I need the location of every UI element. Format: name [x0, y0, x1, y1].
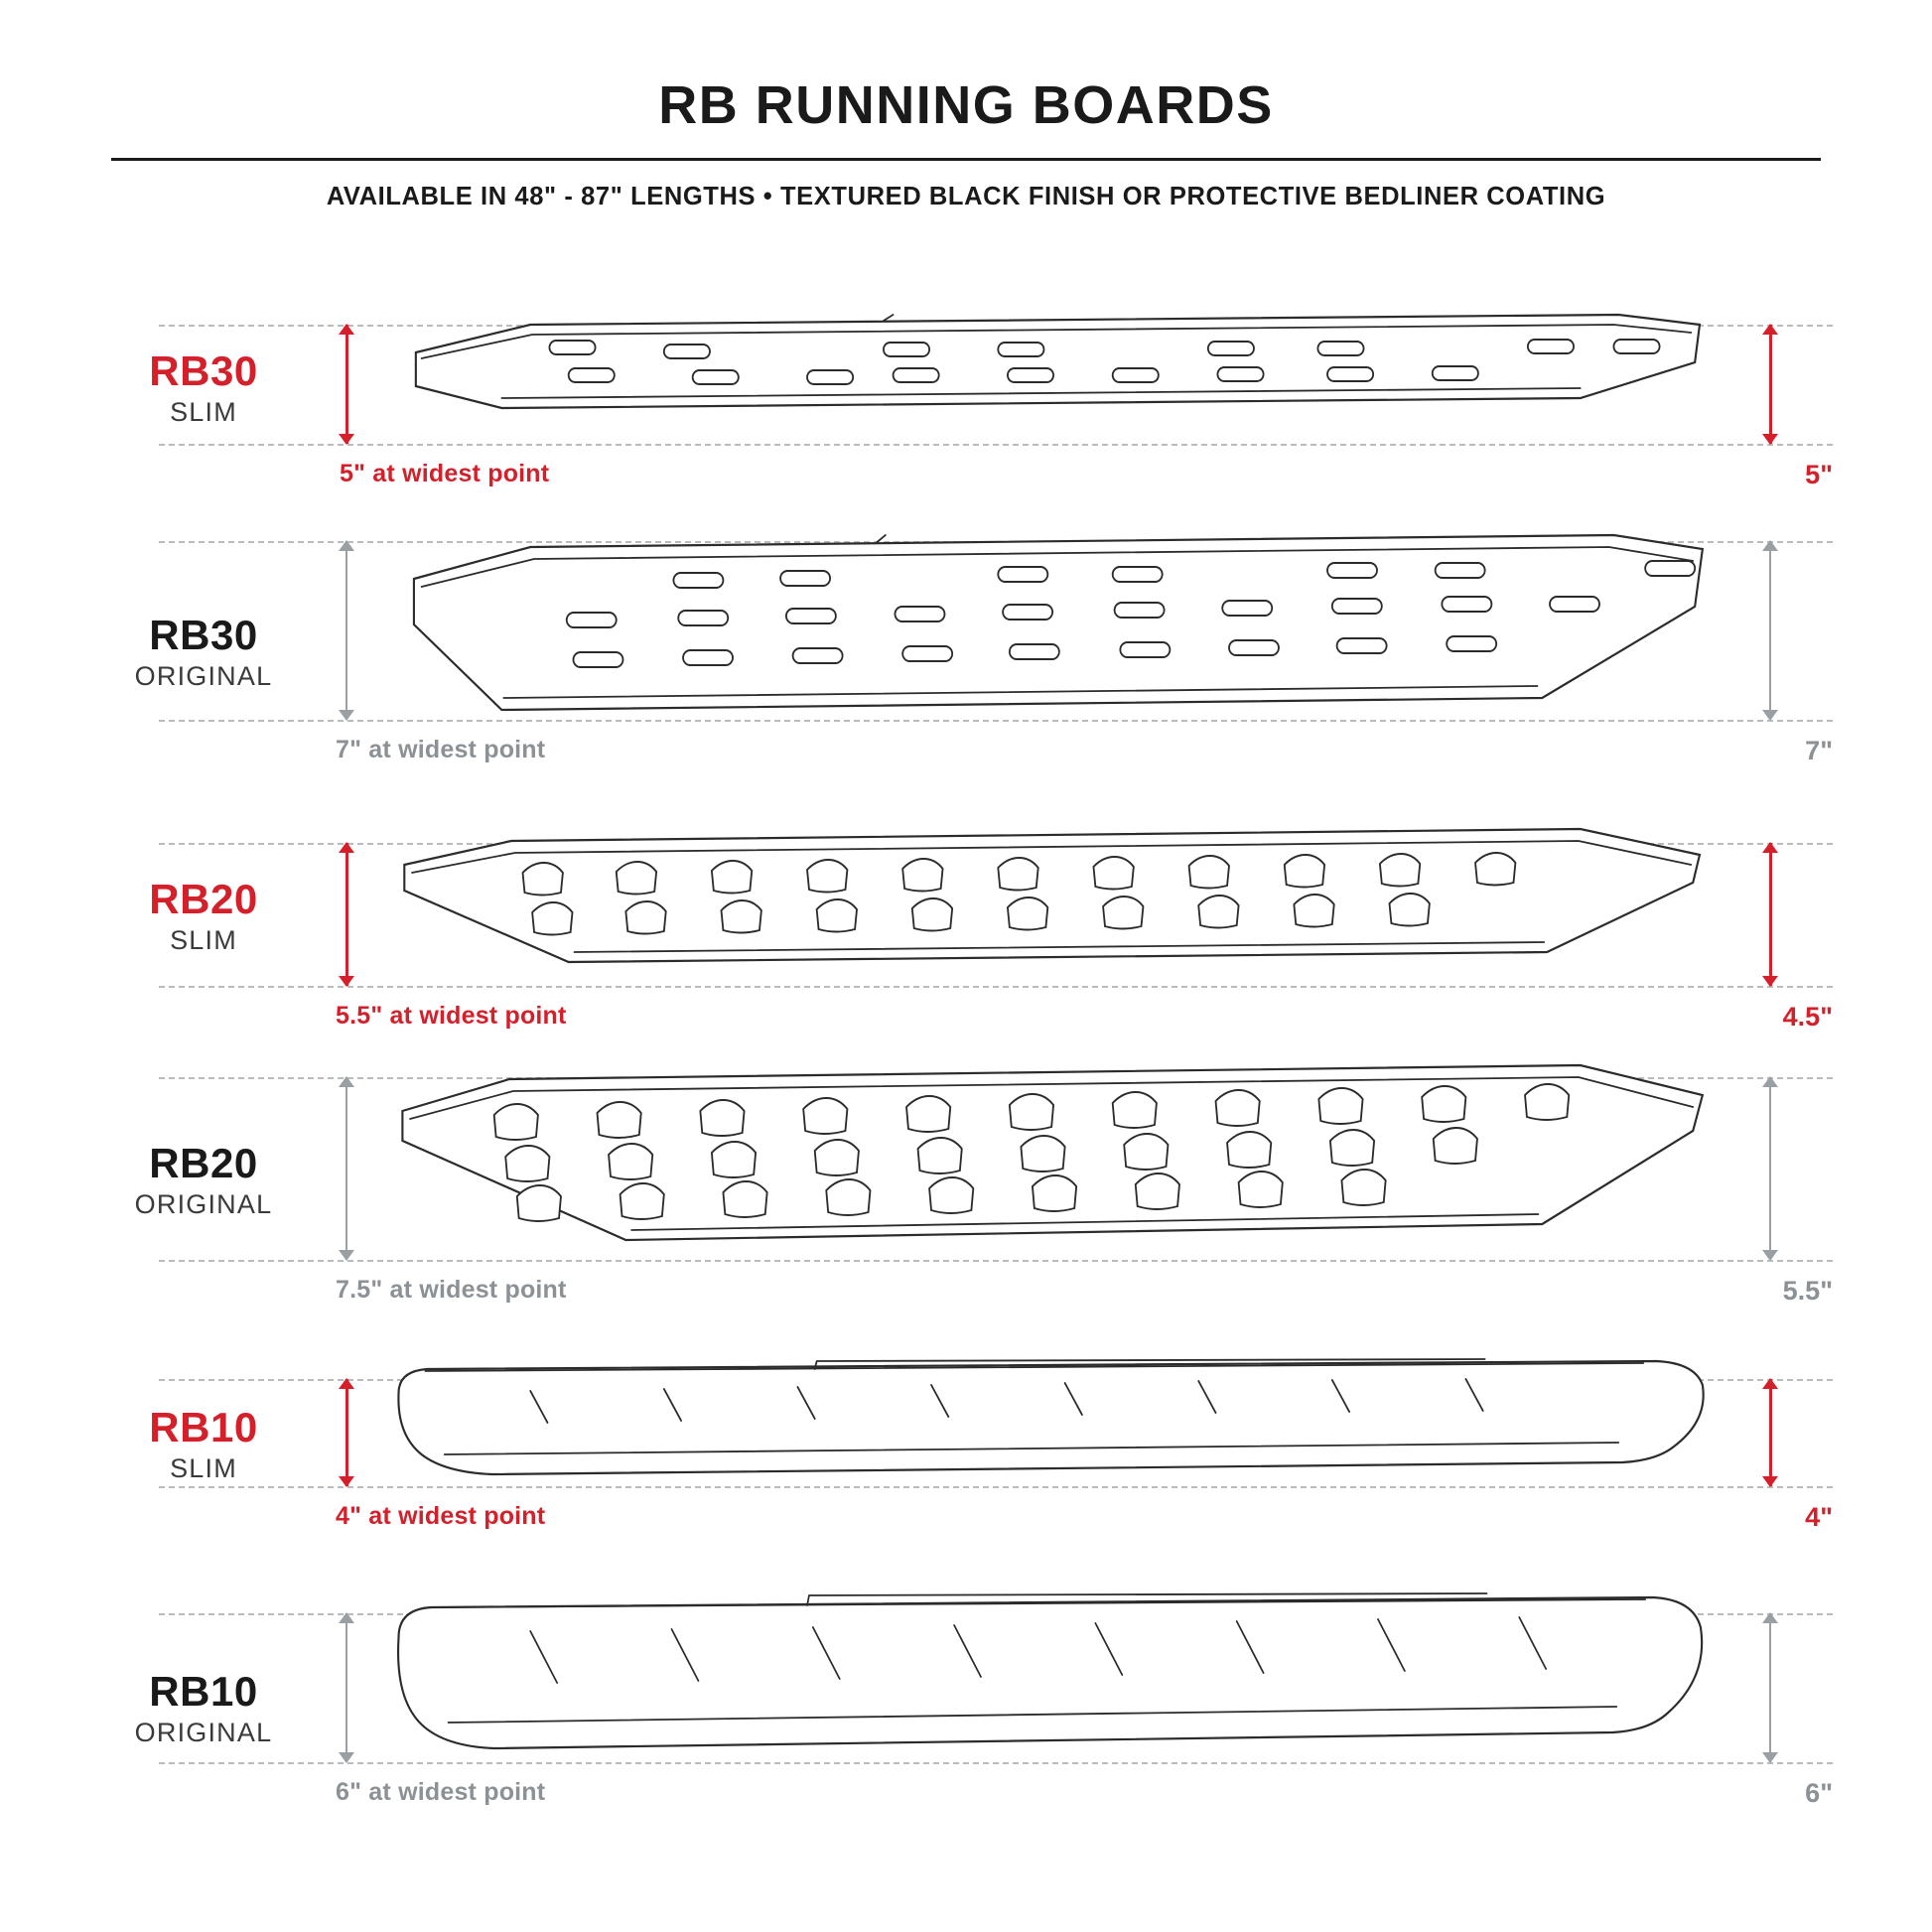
- model-name: RB10: [149, 1667, 258, 1715]
- height-arrow: [1759, 843, 1781, 986]
- model-variant: SLIM: [170, 396, 237, 427]
- height-value: 6": [1805, 1777, 1833, 1808]
- label-rb10-slim: [109, 1403, 298, 1483]
- height-arrow: [1759, 541, 1781, 720]
- label-rb20-slim: [109, 875, 298, 955]
- model-variant: SLIM: [170, 1452, 237, 1483]
- width-arrow: [336, 1077, 357, 1260]
- header: [60, 0, 1872, 211]
- model-name: RB10: [149, 1403, 258, 1450]
- header-divider: [111, 158, 1821, 161]
- board-row-rb30-original: [60, 513, 1872, 791]
- board-illustration-rb10-slim: [387, 1359, 1724, 1498]
- board-row-rb10-slim: [60, 1319, 1872, 1570]
- model-variant: ORIGINAL: [134, 1717, 273, 1747]
- model-variant: ORIGINAL: [134, 660, 273, 691]
- height-arrow: [1759, 325, 1781, 444]
- model-name: RB20: [149, 1139, 258, 1186]
- board-row-rb20-original: [60, 1041, 1872, 1319]
- model-variant: SLIM: [170, 924, 237, 955]
- label-rb30-original: [109, 611, 298, 691]
- label-rb20-original: [109, 1139, 298, 1219]
- height-value: 5.5": [1782, 1275, 1833, 1306]
- header-subtitle: AVAILABLE IN 48" - 87" LENGTHS • TEXTURED BLACK FINISH OR PROTECTIVE BEDLINER COATING: [326, 182, 1606, 210]
- height-value: 5": [1805, 459, 1833, 489]
- page-title: RB RUNNING BOARDS: [658, 75, 1274, 135]
- height-arrow: [1759, 1379, 1781, 1486]
- board-illustration-rb30-slim: [387, 303, 1724, 452]
- label-rb10-original: [109, 1667, 298, 1747]
- model-name: RB30: [149, 611, 258, 658]
- width-caption: 5.5" at widest point: [336, 1001, 567, 1030]
- width-arrow: [336, 1613, 357, 1762]
- model-name: RB30: [149, 346, 258, 394]
- width-arrow: [336, 325, 357, 444]
- model-name: RB20: [149, 875, 258, 922]
- height-arrow: [1759, 1613, 1781, 1762]
- board-row-rb20-slim: [60, 791, 1872, 1041]
- width-caption: 5" at widest point: [340, 459, 550, 487]
- height-value: 7": [1805, 735, 1833, 765]
- board-illustration-rb20-original: [387, 1055, 1724, 1268]
- board-row-rb10-original: [60, 1570, 1872, 1848]
- board-illustration-rb20-slim: [387, 821, 1724, 1000]
- board-illustration-rb30-original: [387, 521, 1724, 730]
- height-value: 4.5": [1782, 1001, 1833, 1032]
- width-caption: 4" at widest point: [336, 1501, 546, 1530]
- width-caption: 6" at widest point: [336, 1777, 546, 1806]
- width-arrow: [336, 1379, 357, 1486]
- model-variant: ORIGINAL: [134, 1188, 273, 1219]
- width-arrow: [336, 843, 357, 986]
- board-row-rb30-slim: [60, 263, 1872, 513]
- height-value: 4": [1805, 1501, 1833, 1532]
- height-arrow: [1759, 1077, 1781, 1260]
- board-rows: [60, 263, 1872, 1848]
- label-rb30-slim: [109, 346, 298, 427]
- width-arrow: [336, 541, 357, 720]
- board-illustration-rb10-original: [387, 1593, 1724, 1774]
- width-caption: 7.5" at widest point: [336, 1275, 567, 1304]
- width-caption: 7" at widest point: [336, 735, 546, 763]
